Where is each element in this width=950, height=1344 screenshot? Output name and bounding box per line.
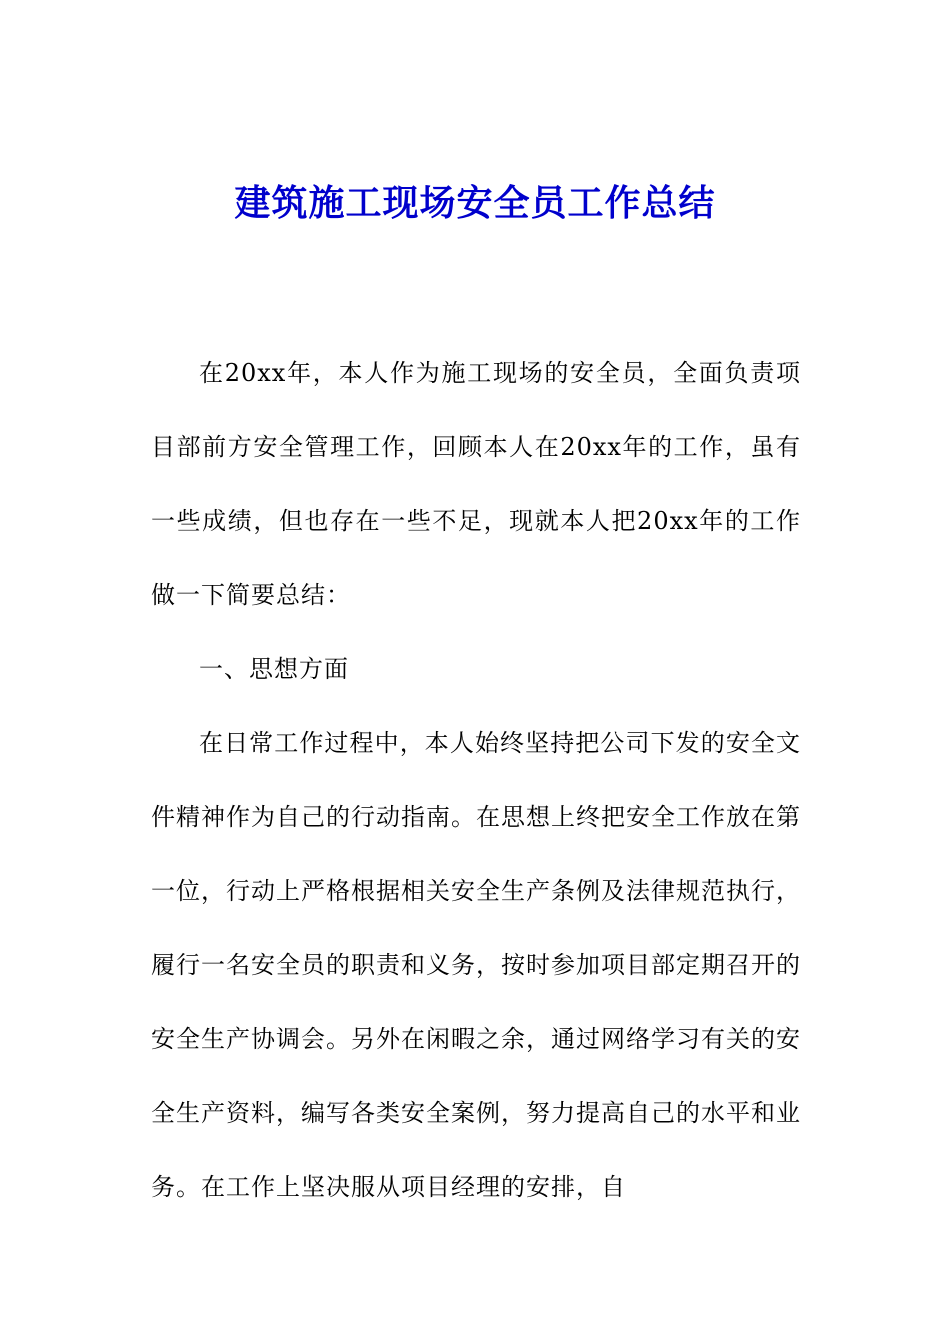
document-title: 建筑施工现场安全员工作总结 (234, 182, 716, 224)
paragraph-intro: 在20xx年，本人作为施工现场的安全员，全面负责项目部前方安全管理工作，回顾本人在20xx年的工作，虽有一些成绩，但也存在一些不足，现就本人把20xx年的工作做一下简要总结： (151, 359, 801, 609)
section-heading-thought: 一、思想方面 (199, 655, 349, 683)
paragraph-thought: 在日常工作过程中，本人始终坚持把公司下发的安全文件精神作为自己的行动指南。在思想上终把安全工作放在第一位，行动上严格根据相关安全生产条例及法律规范执行，履行一名安全员的职责和义务，按时参加项目部定期召开的安全生产协调会。另外在闲暇之余，通过网络学习有关的安全生产资料，编写各类安全案例，努力提高自己的水平和业务。在工作上坚决服从项目经理的安排，自 (151, 729, 801, 1201)
document-body (151, 336, 801, 1224)
